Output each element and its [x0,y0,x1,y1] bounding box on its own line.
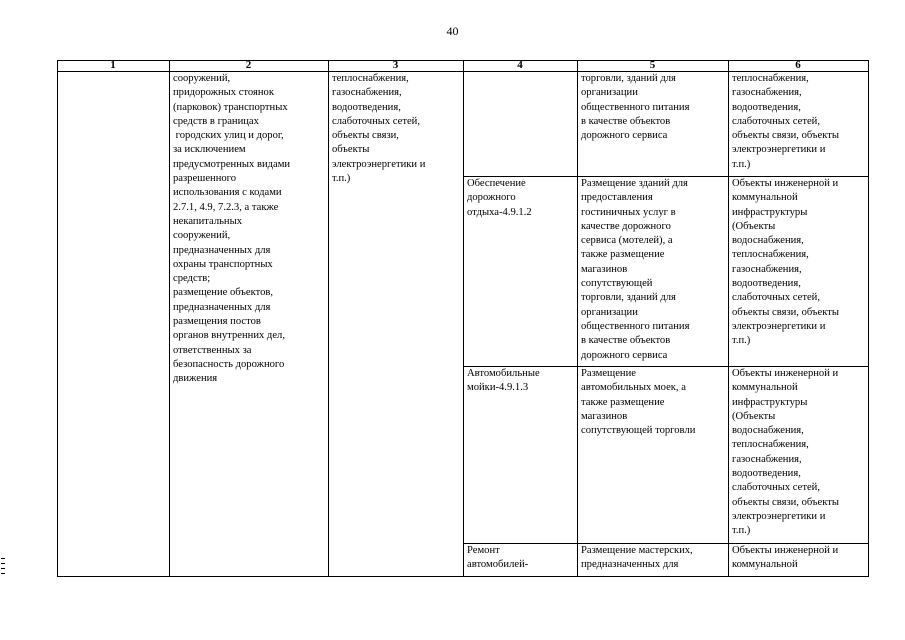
column-header-3: 3 [392,59,399,71]
page-number: 40 [446,24,459,38]
scan-edge-mark [1,558,5,559]
column-divider [463,60,464,577]
scan-edge-mark [1,563,5,564]
table-row-4-use-description: Размещение мастерских, предназначенных для [581,545,693,571]
column-header-2: 2 [245,59,252,71]
table-row-4-facilities: Объекты инженерной и коммунальной [732,545,839,571]
permitted-use-table [57,60,869,577]
table-row-3-use-name: Автомобильные мойки-4.9.1.3 [467,368,540,394]
table-border-right [868,60,869,577]
table-border-left [57,60,58,577]
table-row-4-use-name: Ремонт автомобилей- [467,545,529,571]
scan-edge-mark [1,573,5,574]
table-row-1-use-description: торговли, зданий для организации общественного питания в качестве объектов дорожного сервиса [581,73,690,142]
table-row-3-facilities: Объекты инженерной и коммунальной инфраструктуры (Объекты водоснабжения, теплоснабжения, газоснабжения, водоотведения, слаботочных сетей, объекты связи, объекты электроэнергетики и т.п.) [732,368,839,537]
column-header-5: 5 [649,59,656,71]
column-divider [328,60,329,577]
table-row-2-facilities: Объекты инженерной и коммунальной инфраструктуры (Объекты водоснабжения, теплоснабжения, газоснабжения, водоотведения, слаботочных сетей, объекты связи, объекты электроэнергетики и т.п.) [732,178,839,347]
column-divider [728,60,729,577]
table-row-1-facilities: теплоснабжения, газоснабжения, водоотведения, слаботочных сетей, объекты связи, объекты электроэнергетики и т.п.) [732,73,839,170]
auxiliary-use-description: теплоснабжения, газоснабжения, водоотведения, слаботочных сетей, объекты связи, объекты электроэнергетики и т.п.) [332,73,426,185]
main-use-description: сооружений, придорожных стоянок (парковок) транспортных средств в границах городских улиц и дорог, за исключением предусмотренных видами разрешенного использования с кодами 2.7.1, 4.9, 7.2.3, а также некапитальных сооружений, предназначенных для охраны транспортных средств; размещение объектов, предназначенных для размещения постов органов внутренних дел, ответственных за безопасность дорожного движения [173,73,291,385]
column-header-6: 6 [795,59,801,71]
column-header-4: 4 [517,59,523,71]
table-row-2-use-description: Размещение зданий для предоставления гостиничных услуг в качестве дорожного сервиса (мотелей), а также размещение магазинов сопутствующей торговли, зданий для организации общественного питания в качестве объектов дорожного сервиса [581,178,690,361]
column-divider [169,60,170,577]
column-header-1: 1 [110,59,116,71]
column-divider [577,60,578,577]
table-border-bottom [57,576,869,577]
table-row-3-use-description: Размещение автомобильных моек, а также размещение магазинов сопутствующей торговли [581,368,696,437]
scan-edge-mark [1,568,5,569]
table-row-2-use-name: Обеспечение дорожного отдыха-4.9.1.2 [467,178,532,218]
